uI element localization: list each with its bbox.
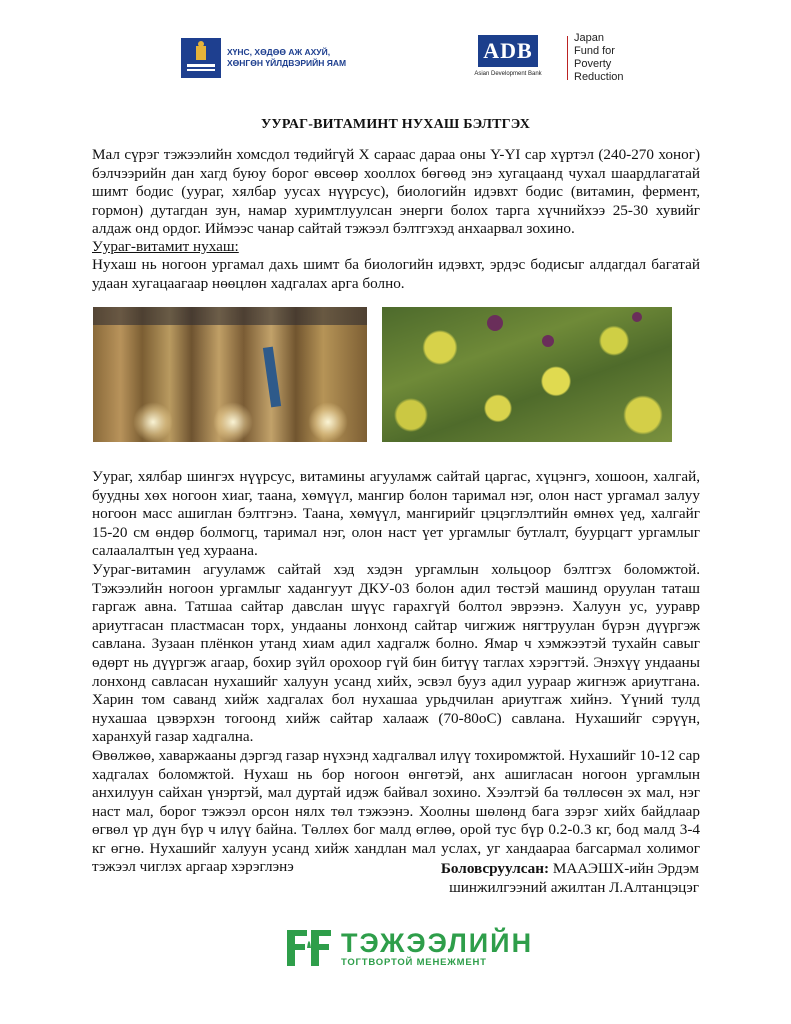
body-text: [92, 468, 700, 877]
footer-logo: [285, 926, 533, 970]
section-subheading: Уураг-витамит нухаш:: [92, 238, 239, 255]
adb-logo-mark: ADB: [478, 35, 538, 67]
jfpr-logo: [574, 32, 624, 84]
ministry-name-line2: ХӨНГӨН ҮЙЛДВЭРИЙН ЯАМ: [227, 58, 347, 68]
document-title: УУРАГ-ВИТАМИНТ НУХАШ БЭЛТГЭХ: [260, 117, 531, 132]
footer-tagline: ТОГТВОРТОЙ МЕНЕЖМЕНТ: [341, 956, 487, 968]
leaf-logo-icon: [285, 926, 333, 970]
author-label: Боловсруулсан:: [440, 860, 550, 877]
ministry-logo: [181, 38, 346, 78]
plants-paragraph: Уураг, хялбар шингэх нүүрсус, витамины агууламж сайтай царгас, хүцэнгэ, хошоон, халгай, буудны хөх ногоон хиаг, таана, хөмүүл, мангир болон таримал нэг, олон наст ургамал залуу ногоон масс ашиглан бэлтгэнэ. Таана, хөмүүл, мангирийг цэцэглэлтийн өмнөх үед, халгайг 15-20 см өндөр болмогц, таримал нэг, олон наст үет ургамлыг бутлалт, буурцагт ургамлыг салаалалтын үед хураана.: [92, 468, 700, 560]
sweet-clover-photo: [382, 307, 672, 442]
jfpr-divider: [567, 36, 568, 80]
ministry-name-line1: ХҮНС, ХӨДӨӨ АЖ АХУЙ,: [227, 47, 331, 57]
jfpr-line: Fund for: [574, 45, 615, 57]
intro-paragraph: Мал сүрэг тэжээлийн хомсдол төдийгүй Х сараас дараа оны Y-YI сар хүртэл (240-270 хоног) бэлчээрийн дан хагд буюу борог өвсөөр хооллох бөгөөд энэ хугацаанд чухал шаардлагатай шимт бодис (уураг, хялбар уусах нүүрсус), биологийн идэвхт бодис (витамин, фермент, гормон) дутагдан зун, намар хуримтлуулсан энерги болох тарга хүчнийхээ 25-30 хувийг алдаж онд ордог. Иймээс чанар сайтай тэжээл бэлтгэхэд анхаарвал зохино.: [92, 146, 700, 238]
author-block: [441, 859, 699, 897]
jfpr-line: Reduction: [574, 71, 624, 83]
storage-paragraph: Өвөлжөө, хаваржааны дэргэд газар нүхэнд хадгалвал илүү тохиромжтой. Нухашийг 10-12 сар хадгалах боломжтой. Нухаш нь бор ногоон өнгөтэй, анх ашигласан ногоон ургамлын анхилуун сайхан үнэртэй, мал дуртай идэж байвал зохино. Хээлтэй ба төллөсөн эх мал, нэг наст мал, борог тэжээл орсон нялх төл тэжээнэ. Хоолны шөлөнд бага зэрэг хийх байдлаар өгвөл үр дүн бүр ч илүү байна. Төллөх бог малд өглөө, орой тус бүр 0.2-0.3 кг, бод малд 3-4 кг өгнө. Нухашийг халуун усанд хийж хандлан мал услах, уг хандаараа багсармал холимог тэжээл чиглэх аргаар хэрэглэнэ: [92, 746, 700, 876]
adb-logo: [470, 35, 546, 77]
adb-caption: Asian Development Bank: [474, 71, 542, 77]
ministry-emblem-icon: [181, 38, 221, 78]
author-position: шинжилгээний ажилтан Л.Алтанцэцэг: [449, 879, 699, 896]
jfpr-line: Japan: [574, 32, 604, 44]
author-org: МААЭШХ-ийн Эрдэм: [549, 860, 699, 877]
jfpr-line: Poverty: [574, 58, 612, 70]
silage-sacks-photo: [93, 307, 367, 442]
definition-paragraph: Нухаш нь ногоон ургамал дахь шимт ба биологийн идэвхт, эрдэс бодисыг алдагдал багатай удаан хугацаагаар нөөцлөн хадгалах арга болно.: [92, 256, 700, 292]
footer-brand: ТЭЖЭЭЛИЙН: [341, 927, 534, 958]
preparation-paragraph: Уураг-витамин агууламж сайтай хэд хэдэн ургамлын хольцоор бэлтгэх боломжтой. Тэжээлийн ногоон ургамлыг хадангуут ДКУ-03 болон адил төстэй машинд оруулан таташ гаргаж авна. Татшаа сайтар давслан шүүс гарахгүй болтол эврээнэ. Халуун ус, ууравр ариутгасан пластмасан торх, ундааны лонхонд сайтар чигжиж нягтруулан бүрэн дүүргэж савлана. Зузаан плёнкон утанд хиам адил хадгалж болно. Ямар ч хэмжээтэй тухайн савыг өдөрт нь дүүргэж агаар, бохир зүйл орохоор гүй бин битүү таглах хэрэгтэй. Энэхүү ундааны лонхонд савласан нухашийг халуун усанд хийх, эсвэл бууз адил уураар жигнэж ариутгана. Харин том саванд хийж хадгалах бол нухашаа урьдчилан ариутгаж хийнэ. Үүний тулд нухашаа цэвэрхэн тогоонд хийж сайтар халааж (70-80oC) савлана. Нухашийг сэрүүн, харанхуй газар хадгална.: [92, 560, 700, 746]
